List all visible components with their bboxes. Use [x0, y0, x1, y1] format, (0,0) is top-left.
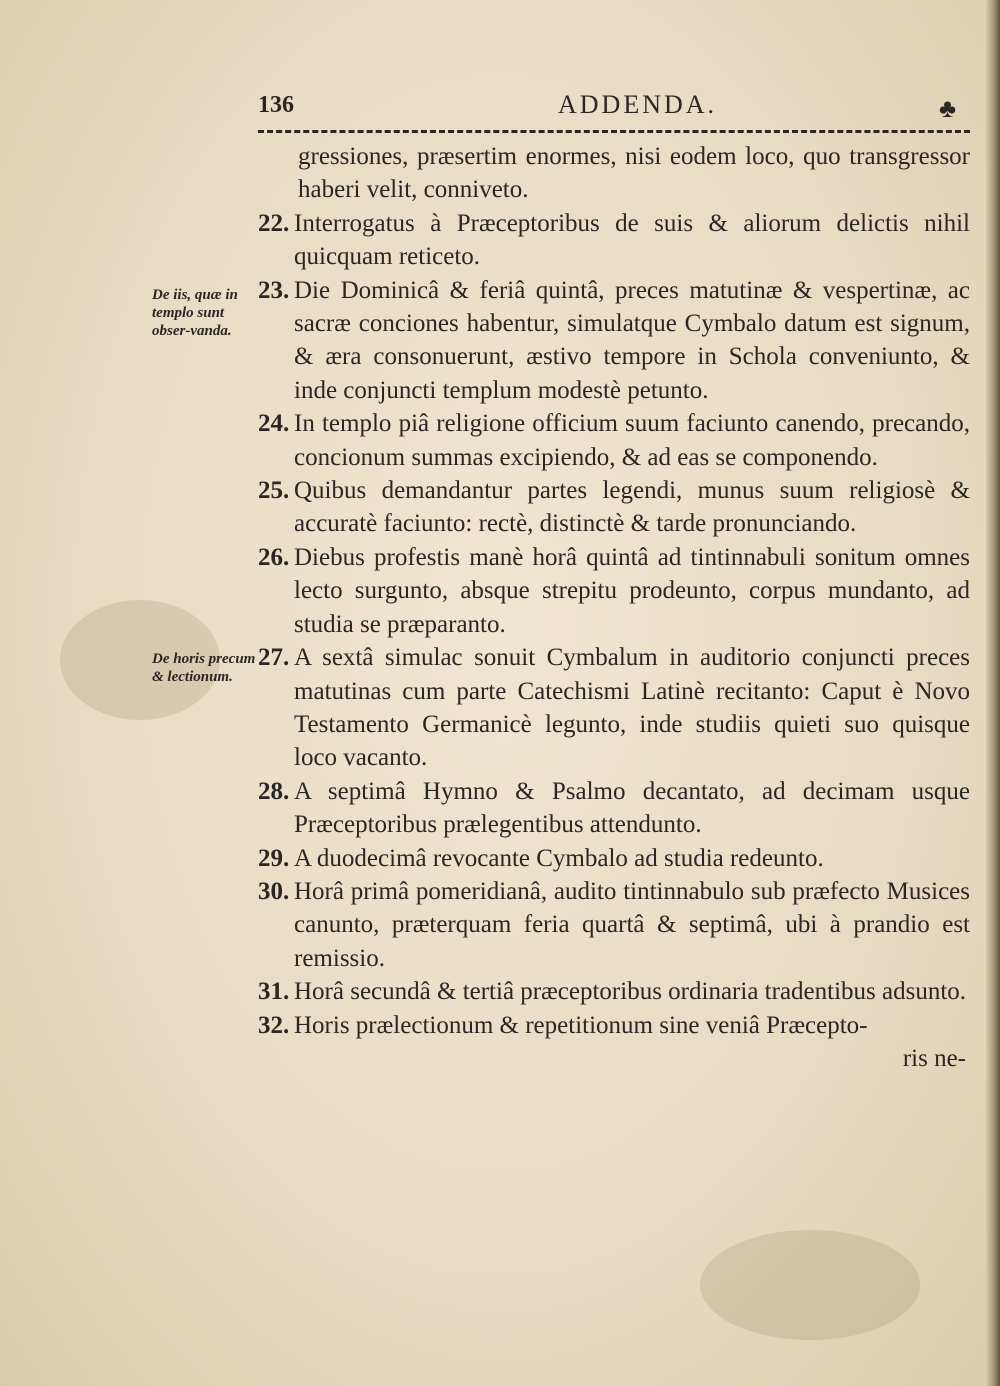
- paragraph-text: In templo piâ religione officium suum faciunto canendo, precando, concionum summas excipiendo, & ad eas se componendo.: [294, 410, 970, 471]
- running-head: ADDENDA.: [558, 90, 718, 119]
- paragraph-number: 24.: [258, 410, 290, 438]
- paragraph-number: 25.: [258, 477, 290, 505]
- margin-note: De horis precum & lectionum.: [152, 651, 256, 685]
- ornament-icon: ♣: [938, 94, 956, 123]
- page-header: [258, 90, 970, 130]
- paragraph-text: Die Dominicâ & feriâ quintâ, preces matutinæ & vespertinæ, ac sacræ conciones habentur, simulatque Cymbalo datum est signum, & æra consonuerunt, æstivo tempore in Schola conveniunto, & inde conjuncti templum modestè petunto.: [294, 276, 970, 404]
- paragraph-text: Interrogatus à Præceptoribus de suis & aliorum delictis nihil quicquam reticeto.: [294, 209, 970, 271]
- paragraph: [258, 875, 970, 975]
- paragraph-text: Horâ secundâ & tertiâ præceptoribus ordinaria tradentibus adsunto.: [294, 978, 967, 1006]
- paragraph-number: 28.: [258, 777, 290, 805]
- body-text: [258, 140, 970, 1075]
- paragraph-text: Quibus demandantur partes legendi, munus suum religiosè & accuratè faciunto: rectè, distinctè & tarde pronunciando.: [294, 477, 970, 538]
- paragraph-text: gressiones, præsertim enormes, nisi eodem loco, quo transgressor haberi velit, conniveto.: [298, 143, 970, 204]
- paragraph-text: Horâ primâ pomeridianâ, audito tintinnabulo sub præfecto Musices canunto, præterquam feria quartâ & septimâ, ubi à prandio est remissio.: [294, 877, 970, 972]
- paragraph: [258, 975, 970, 1008]
- paragraph-number: 30.: [258, 877, 290, 905]
- margin-note: De iis, quæ in templo sunt obser-vanda.: [152, 287, 238, 339]
- paragraph-number: 22.: [258, 209, 290, 237]
- page-edge: [986, 0, 1000, 1386]
- paragraph: [258, 274, 970, 408]
- paragraph-text: Horis prælectionum & repetitionum sine veniâ Præcepto-: [294, 1011, 868, 1039]
- paragraph: [258, 407, 970, 474]
- catchword: ris ne-: [902, 1044, 966, 1072]
- paragraph: [258, 207, 970, 274]
- paragraph-text: Diebus profestis manè horâ quintâ ad tintinnabuli sonitum omnes lecto surgunto, absque strepitu prodeunto, corpus mundanto, ad studia se præparanto.: [294, 543, 970, 638]
- paragraph-number: 32.: [258, 1011, 290, 1039]
- paragraph: [258, 842, 970, 875]
- paragraph-number: 26.: [258, 543, 290, 571]
- paragraph-number: 23.: [258, 276, 290, 304]
- paragraph: [258, 775, 970, 842]
- header-rule: [258, 130, 970, 133]
- paragraph-number: 27.: [258, 644, 290, 672]
- paper-stain: [700, 1230, 920, 1340]
- paragraph: [258, 541, 970, 641]
- paragraph: [258, 474, 970, 541]
- page-number: 136: [258, 92, 294, 118]
- paragraph-text: A duodecimâ revocante Cymbalo ad studia redeunto.: [294, 844, 824, 872]
- paragraph-number: 29.: [258, 844, 290, 872]
- paragraph: [258, 641, 970, 775]
- paragraph-number: 31.: [258, 978, 290, 1006]
- paragraph-text: A sextâ simulac sonuit Cymbalum in auditorio conjuncti preces matutinas cum parte Catechismi Latinè recitanto: Caput è Novo Testamento Germanicè legunto, inde studiis quieti suo quisque loco vacanto.: [294, 644, 970, 772]
- paragraph-text: A septimâ Hymno & Psalmo decantato, ad decimam usque Præceptoribus prælegentibus attendunto.: [294, 777, 970, 839]
- paragraph: [258, 140, 970, 207]
- paragraph: [258, 1009, 970, 1076]
